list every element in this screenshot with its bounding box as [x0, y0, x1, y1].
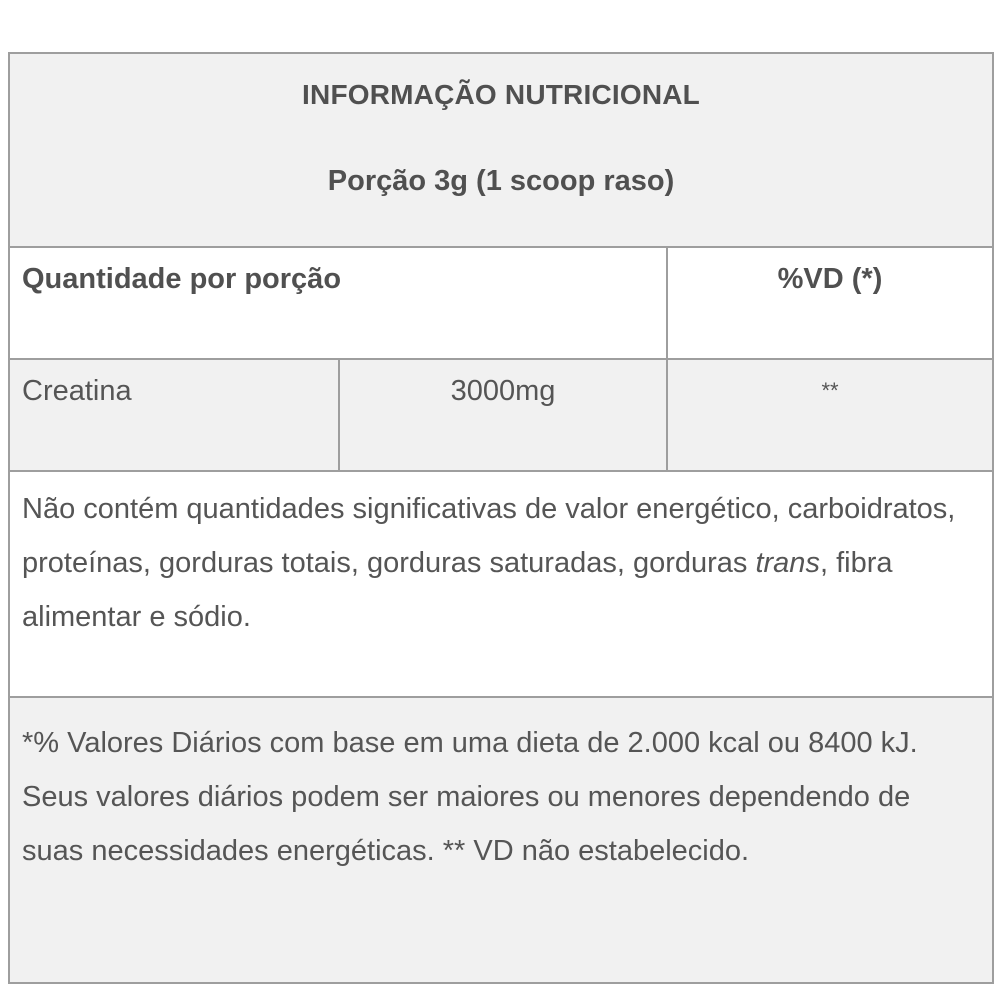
- nutrient-name: Creatina: [9, 359, 339, 471]
- serving-size: Porção 3g (1 scoop raso): [327, 165, 675, 197]
- daily-value-header: %VD (*): [667, 247, 993, 359]
- nutrition-facts-table: [8, 52, 994, 984]
- notice-text-end: , fibra alimentar e sódio.: [22, 547, 893, 633]
- footnote-cell: [9, 697, 993, 983]
- nutrition-header-cell: [9, 53, 993, 247]
- insignificant-amounts-notice: [22, 482, 978, 644]
- daily-values-footnote: *% Valores Diários com base em uma dieta de 2.000 kcal ou 8400 kJ. Seus valores diários podem ser maiores ou menores dependendo de suas necessidades energéticas. ** VD não estabelecido.: [22, 727, 918, 867]
- column-header-row: [9, 247, 993, 359]
- nutrition-header-row: [9, 53, 993, 247]
- notice-row: [9, 471, 993, 697]
- nutrient-daily-value: **: [667, 359, 993, 471]
- footnote-row: [9, 697, 993, 983]
- notice-cell: [9, 471, 993, 697]
- nutrition-title: INFORMAÇÃO NUTRICIONAL: [302, 79, 700, 110]
- notice-text-trans: trans: [755, 547, 820, 579]
- quantity-per-serving-header: Quantidade por porção: [9, 247, 667, 359]
- notice-text-start: Não contém quantidades significativas de valor energético, carboidratos, proteínas, gorduras totais, gorduras saturadas, gorduras: [22, 493, 956, 579]
- nutrient-amount: 3000mg: [339, 359, 667, 471]
- nutrient-row: [9, 359, 993, 471]
